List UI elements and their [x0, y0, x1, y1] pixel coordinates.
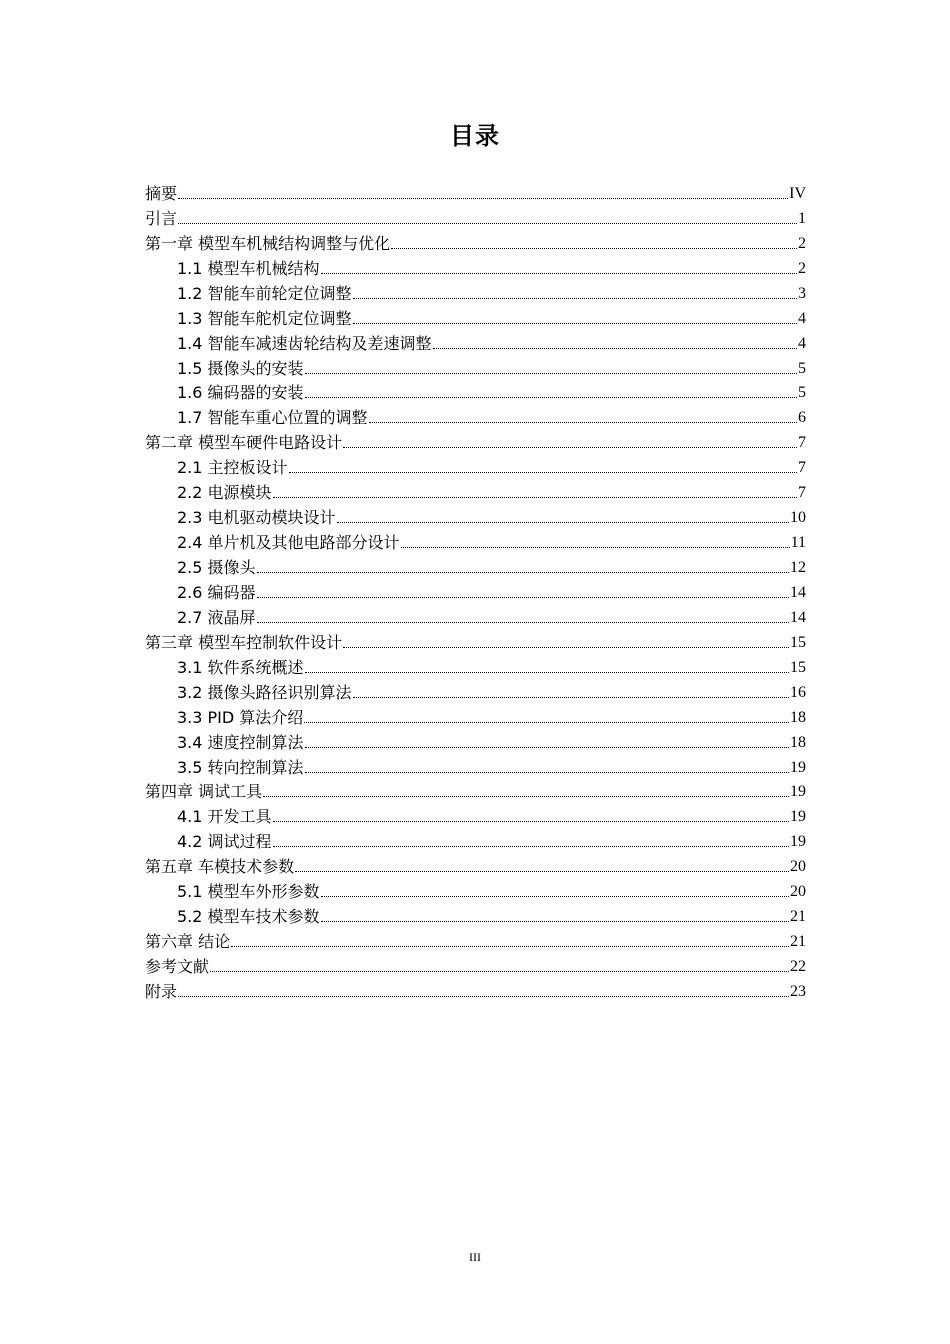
- dot-leader: [391, 248, 797, 249]
- toc-entry-title: 3.5 转向控制算法: [177, 757, 304, 777]
- toc-entry-title: 第四章 调试工具: [145, 782, 263, 802]
- dot-leader: [305, 772, 789, 773]
- dot-leader: [343, 447, 797, 448]
- dot-leader: [305, 373, 797, 374]
- toc-entry-page: 15: [790, 658, 806, 676]
- toc-entry-title: 2.6 编码器: [177, 582, 256, 602]
- toc-entry-title: 3.3 PID 算法介绍: [177, 707, 304, 727]
- toc-entry-page: 1: [798, 209, 806, 227]
- dot-leader: [305, 747, 789, 748]
- toc-entry-page: 3: [798, 284, 806, 302]
- toc-entry-title: 1.4 智能车减速齿轮结构及差速调整: [177, 333, 432, 353]
- toc-entry[interactable]: [145, 329, 806, 354]
- dot-leader: [178, 996, 789, 997]
- toc-entry-title: 1.3 智能车舵机定位调整: [177, 308, 352, 328]
- toc-entry-title: 1.2 智能车前轮定位调整: [177, 283, 352, 303]
- toc-entry-page: IV: [789, 184, 806, 202]
- toc-entry-page: 14: [790, 583, 806, 601]
- toc-entry-title: 1.1 模型车机械结构: [177, 258, 320, 278]
- toc-entry[interactable]: [145, 254, 806, 279]
- toc-entry-page: 19: [790, 808, 806, 826]
- toc-entry[interactable]: [145, 354, 806, 379]
- toc-entry-title: 2.4 单片机及其他电路部分设计: [177, 533, 400, 553]
- dot-leader: [289, 472, 797, 473]
- toc-entry-page: 18: [790, 733, 806, 751]
- toc-entry[interactable]: [145, 802, 806, 827]
- toc-entry-page: 23: [790, 982, 806, 1000]
- toc-entry-title: 2.3 电机驱动模块设计: [177, 508, 336, 528]
- toc-entry-title: 2.2 电源模块: [177, 483, 272, 503]
- toc-entry[interactable]: [145, 778, 806, 803]
- toc-entry[interactable]: [145, 927, 806, 952]
- toc-entry[interactable]: [145, 902, 806, 927]
- dot-leader: [433, 348, 797, 349]
- dot-leader: [305, 397, 797, 398]
- toc-entry-title: 5.2 模型车技术参数: [177, 907, 320, 927]
- toc-entry[interactable]: [145, 827, 806, 852]
- dot-leader: [257, 597, 789, 598]
- toc-entry[interactable]: [145, 628, 806, 653]
- dot-leader: [321, 921, 789, 922]
- toc-entry-title: 第二章 模型车硬件电路设计: [145, 433, 343, 453]
- toc-entry-page: 19: [790, 758, 806, 776]
- dot-leader: [273, 497, 797, 498]
- toc-entry-page: 22: [790, 958, 806, 975]
- toc-entry-page: 4: [798, 309, 806, 327]
- dot-leader: [353, 298, 797, 299]
- toc-entry-title: 3.4 速度控制算法: [177, 732, 304, 752]
- toc-entry-page: 16: [790, 683, 806, 701]
- toc-entry[interactable]: [145, 403, 806, 428]
- dot-leader: [178, 198, 788, 199]
- toc-entry[interactable]: [145, 952, 806, 977]
- dot-leader: [257, 622, 789, 623]
- toc-entry[interactable]: [145, 653, 806, 678]
- toc-entry[interactable]: [145, 528, 806, 553]
- toc-entry-title: 摘要: [145, 183, 178, 203]
- dot-leader: [337, 522, 789, 523]
- dot-leader: [210, 971, 789, 972]
- toc-entry[interactable]: [145, 728, 806, 753]
- toc-entry-page: 21: [790, 908, 806, 926]
- toc-entry-title: 第六章 结论: [145, 932, 231, 952]
- toc-entry[interactable]: [145, 877, 806, 902]
- toc-entry[interactable]: [145, 703, 806, 728]
- toc-entry-title: 4.1 开发工具: [177, 807, 272, 827]
- dot-leader: [353, 323, 797, 324]
- toc-entry[interactable]: [145, 453, 806, 478]
- dot-leader: [305, 672, 789, 673]
- toc-entry-page: 12: [790, 559, 806, 576]
- toc-entry[interactable]: [145, 229, 806, 254]
- toc-entry-title: 第五章 车模技术参数: [145, 857, 295, 877]
- toc-entry-page: 5: [798, 359, 806, 377]
- toc-entry-title: 2.7 液晶屏: [177, 607, 256, 627]
- toc-entry-title: 3.1 软件系统概述: [177, 657, 304, 677]
- table-of-contents: [145, 179, 806, 1002]
- toc-entry-title: 2.5 摄像头: [177, 558, 256, 577]
- toc-entry-page: 2: [798, 234, 806, 252]
- toc-entry-title: 第三章 模型车控制软件设计: [145, 632, 343, 652]
- toc-entry-title: 1.6 编码器的安装: [177, 383, 304, 403]
- dot-leader: [295, 871, 789, 872]
- toc-entry[interactable]: [145, 503, 806, 528]
- toc-entry-page: 20: [790, 883, 806, 901]
- toc-entry-title: 1.5 摄像头的安装: [177, 358, 304, 378]
- toc-entry[interactable]: [145, 678, 806, 703]
- toc-entry-page: 7: [798, 484, 806, 502]
- toc-entry-title: 附录: [145, 981, 178, 1001]
- toc-entry-page: 5: [798, 384, 806, 402]
- dot-leader: [257, 572, 789, 573]
- toc-entry[interactable]: [145, 603, 806, 628]
- toc-entry[interactable]: [145, 977, 806, 1002]
- toc-entry-page: 6: [798, 409, 806, 427]
- toc-entry[interactable]: [145, 478, 806, 503]
- toc-entry-title: 2.1 主控板设计: [177, 458, 288, 478]
- toc-entry[interactable]: [145, 428, 806, 453]
- dot-leader: [304, 722, 789, 723]
- page-title: 目录: [450, 122, 500, 150]
- toc-entry-page: 21: [790, 933, 806, 951]
- dot-leader: [321, 896, 789, 897]
- toc-entry-page: 15: [790, 633, 806, 651]
- toc-entry-title: 引言: [145, 208, 178, 228]
- toc-entry[interactable]: [145, 753, 806, 778]
- toc-entry-title: 5.1 模型车外形参数: [177, 882, 320, 902]
- dot-leader: [263, 796, 789, 797]
- toc-entry-title: 4.2 调试过程: [177, 832, 272, 852]
- toc-entry-page: 7: [798, 459, 806, 477]
- toc-entry[interactable]: [145, 578, 806, 603]
- toc-entry-page: 11: [790, 534, 806, 552]
- toc-entry[interactable]: [145, 279, 806, 304]
- toc-entry-title: 3.2 摄像头路径识别算法: [177, 682, 352, 702]
- toc-entry[interactable]: [145, 304, 806, 329]
- toc-entry[interactable]: [145, 852, 806, 877]
- dot-leader: [178, 223, 797, 224]
- toc-entry-title: 第一章 模型车机械结构调整与优化: [145, 233, 391, 253]
- toc-entry-page: 19: [790, 783, 806, 801]
- toc-entry[interactable]: [145, 204, 806, 229]
- dot-leader: [273, 846, 789, 847]
- dot-leader: [353, 697, 789, 698]
- dot-leader: [273, 821, 789, 822]
- dot-leader: [321, 273, 797, 274]
- toc-entry-title: 1.7 智能车重心位置的调整: [177, 408, 368, 428]
- toc-entry[interactable]: [145, 553, 806, 578]
- dot-leader: [343, 647, 789, 648]
- toc-entry-page: 4: [798, 334, 806, 352]
- toc-entry-page: 10: [790, 509, 806, 527]
- toc-entry[interactable]: [145, 179, 806, 204]
- toc-entry-page: 7: [798, 434, 806, 452]
- toc-entry-page: 18: [790, 708, 806, 726]
- dot-leader: [369, 422, 797, 423]
- toc-entry-page: 19: [790, 833, 806, 851]
- dot-leader: [401, 547, 790, 548]
- toc-entry-title: 参考文献: [145, 957, 210, 976]
- toc-entry[interactable]: [145, 379, 806, 404]
- dot-leader: [231, 946, 789, 947]
- toc-entry-page: 2: [798, 259, 806, 277]
- toc-entry-page: 20: [790, 858, 806, 876]
- page-number: III: [469, 1250, 481, 1264]
- toc-entry-page: 14: [790, 608, 806, 626]
